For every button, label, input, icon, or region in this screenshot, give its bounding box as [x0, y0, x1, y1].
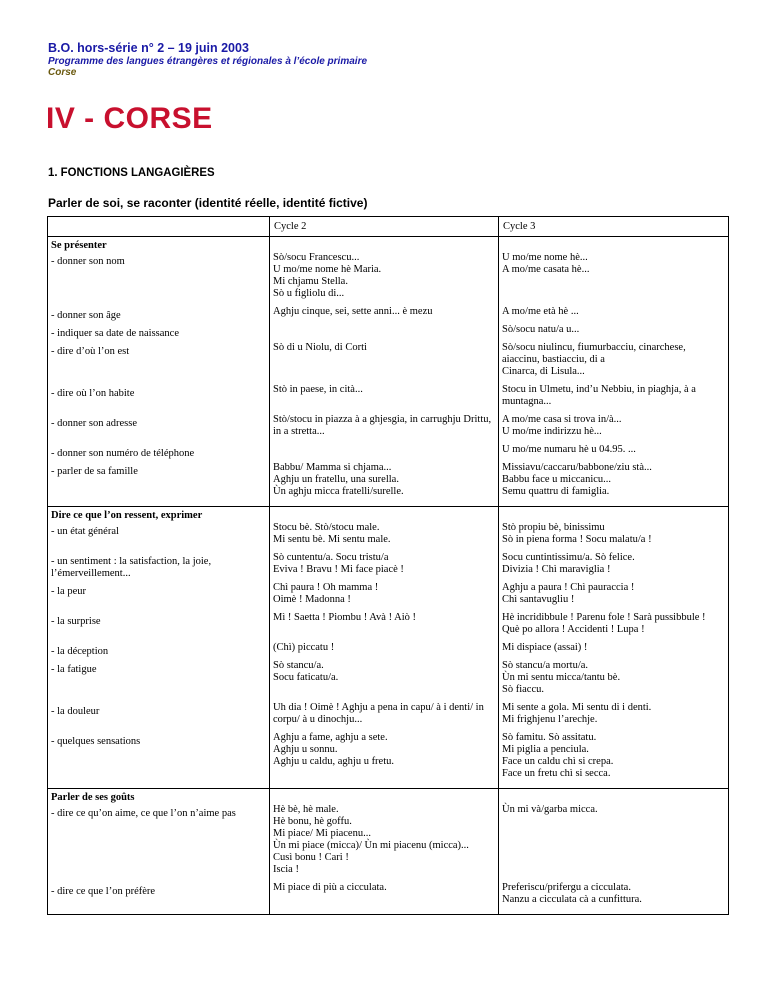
- cycle2-text: Sò di u Niolu, di Corti: [273, 342, 367, 353]
- cycle3-text: Stò propiu bè, binissimu Sò in piena forma ! Socu malatu/a !: [502, 522, 652, 545]
- function-label: - dire ce qu’on aime, ce que l’on n’aime pas: [51, 808, 236, 819]
- cycle3-text: Sò stancu/a mortu/a. Ùn mi sentu micca/tantu bè. Sò fiaccu.: [502, 660, 621, 695]
- cycle2-text: [270, 322, 498, 340]
- heading-spacer: [499, 507, 728, 520]
- table-group: [48, 507, 729, 789]
- function-cell: [48, 789, 270, 915]
- heading-spacer: [499, 789, 728, 802]
- table-header-row: [48, 217, 729, 237]
- cycle3-text: Stocu in Ulmetu, ind’u Nebbiu, in piaghja, à a muntagna...: [502, 384, 696, 407]
- group-heading: Parler de ses goûts: [51, 792, 135, 803]
- cycle2-text: Uh dia ! Oimè ! Aghju a pena in capu/ à i denti/ in corpu/ à u dinochju...: [273, 702, 484, 725]
- cycle2-text: Sò/socu Francescu... U mo/me nome hè Maria. Mi chjamu Stella. Sò u figliolu di...: [273, 252, 382, 299]
- group-heading: Se présenter: [51, 240, 107, 251]
- table-group: [48, 237, 729, 507]
- cycle3-text: Aghju a paura ! Chì pauraccia ! Chì santavugliu !: [502, 582, 635, 605]
- cycle3-text: Sò famitu. Sò assitatu. Mi piglia a penciula. Face un caldu chì si crepa. Face un fretu chì si secca.: [502, 732, 614, 779]
- programme-subtitle: Programme des langues étrangères et régionales à l’école primaire: [48, 56, 368, 67]
- heading-spacer: [499, 237, 728, 250]
- function-cell: [48, 237, 270, 507]
- section-heading: 1. FONCTIONS LANGAGIÈRES: [48, 165, 215, 179]
- cycle2-text: (Chì) piccatu !: [273, 642, 335, 653]
- cycle3-text: U mo/me nome hè... A mo/me casata hè...: [502, 252, 590, 275]
- cycle3-text: Socu cuntintissimu/a. Sò felice. Divizia ! Chì maraviglia !: [502, 552, 635, 575]
- cycle2-text: Sò stancu/a. Socu faticatu/a.: [273, 660, 339, 683]
- cycle3-text: Sò/socu niulincu, fiumurbacciu, cinarchese, aiaccinu, bastiacciu, di a Cinarca, di Lisula...: [502, 342, 686, 377]
- function-label: - donner son adresse: [51, 418, 138, 429]
- header-cell-cycle2: Cycle 2: [270, 217, 499, 237]
- function-label: - la douleur: [51, 706, 100, 717]
- group-heading: Dire ce que l’on ressent, exprimer: [51, 510, 203, 521]
- function-label: - un état général: [51, 526, 119, 537]
- cycle3-text: Preferiscu/prifergu a cicculata. Nanzu a cicculata cà a cunfittura.: [502, 882, 642, 905]
- function-label: - la fatigue: [51, 664, 97, 675]
- function-label: - la peur: [51, 586, 86, 597]
- function-label: - donner son âge: [51, 310, 121, 321]
- cycle2-text: Stocu bè. Stò/stocu male. Mi sentu bè. Mi sentu male.: [273, 522, 391, 545]
- cycle2-text: Sò cuntentu/a. Socu tristu/a Eviva ! Bravu ! Mi face piacè !: [273, 552, 404, 575]
- page-title: IV - CORSE: [46, 102, 213, 135]
- language-label: Corse: [48, 67, 77, 78]
- function-label: - dire ce que l’on préfère: [51, 886, 156, 897]
- function-label: - donner son nom: [51, 256, 125, 267]
- function-label: - donner son numéro de téléphone: [51, 448, 195, 459]
- cycle2-cell: [270, 237, 499, 507]
- cycle2-text: [270, 442, 498, 460]
- function-label: - la surprise: [51, 616, 101, 627]
- cycle2-text: Aghju cinque, sei, sette anni... è mezu: [273, 306, 433, 317]
- cycle3-text: U mo/me numaru hè u 04.95. ...: [502, 444, 636, 455]
- cycle2-text: Hè bè, hè male. Hè bonu, hè goffu. Mi piace/ Mi piacenu... Ùn mi piace (micca)/ Ùn mi piacenu (micca)... Cusì bonu ! Cari ! Iscia !: [273, 804, 469, 875]
- heading-spacer: [270, 237, 498, 250]
- cycle2-cell: [270, 507, 499, 789]
- cycle2-text: Stò in paese, in cità...: [273, 384, 363, 395]
- cycle2-text: Mì ! Saetta ! Piombu ! Avà ! Aiò !: [273, 612, 416, 623]
- cycle3-text: Hè incridibbule ! Parenu fole ! Sarà pussibbule ! Què po allora ! Accidenti ! Lupa !: [502, 612, 706, 635]
- cycle2-text: Mi piace di più a cicculata.: [273, 882, 387, 893]
- function-cell: [48, 507, 270, 789]
- functions-table: [47, 216, 729, 915]
- cycle3-text: Mi dispiace (assai) !: [502, 642, 588, 653]
- function-label: - quelques sensations: [51, 736, 141, 747]
- cycle3-text: A mo/me età hè ...: [502, 306, 579, 317]
- cycle2-cell: [270, 789, 499, 915]
- cycle3-text: Sò/socu natu/a u...: [502, 324, 580, 335]
- bulletin-header: B.O. hors-série n° 2 – 19 juin 2003: [48, 41, 249, 55]
- cycle3-cell: [499, 237, 729, 507]
- subsection-heading: Parler de soi, se raconter (identité réelle, identité fictive): [48, 196, 368, 210]
- cycle2-text: Aghju a fame, aghju a sete. Aghju u sonnu. Aghju u caldu, aghju u fretu.: [273, 732, 395, 767]
- heading-spacer: [270, 507, 498, 520]
- cycle3-cell: [499, 789, 729, 915]
- function-label: - un sentiment : la satisfaction, la joie, l’émerveillement...: [51, 556, 212, 579]
- cycle3-text: A mo/me casa si trova in/à... U mo/me indirizzu hè...: [502, 414, 622, 437]
- cycle2-text: Stò/stocu in piazza à a ghjesgia, in carrughju Drittu, in a stretta...: [273, 414, 492, 437]
- function-label: - indiquer sa date de naissance: [51, 328, 179, 339]
- table-group: [48, 789, 729, 915]
- cycle2-text: Chì paura ! Oh mamma ! Oimè ! Madonna !: [273, 582, 379, 605]
- function-label: - la déception: [51, 646, 109, 657]
- function-label: - parler de sa famille: [51, 466, 138, 477]
- header-cell-empty: [48, 217, 270, 237]
- cycle3-text: Missiavu/caccaru/babbone/ziu stà... Babbu face u miccanicu... Semu quattru di famiglia.: [502, 462, 652, 497]
- function-label: - dire d’où l’on est: [51, 346, 130, 357]
- heading-spacer: [270, 789, 498, 802]
- cycle3-cell: [499, 507, 729, 789]
- function-label: - dire où l’on habite: [51, 388, 135, 399]
- header-cell-cycle3: Cycle 3: [499, 217, 729, 237]
- cycle3-text: Mi sente a gola. Mi sentu di i denti. Mi frighjenu l’arechje.: [502, 702, 652, 725]
- cycle3-text: Ùn mi và/garba micca.: [502, 804, 598, 815]
- cycle2-text: Babbu/ Mamma si chjama... Aghju un fratellu, una surella. Ùn aghju micca fratelli/surelle.: [273, 462, 404, 497]
